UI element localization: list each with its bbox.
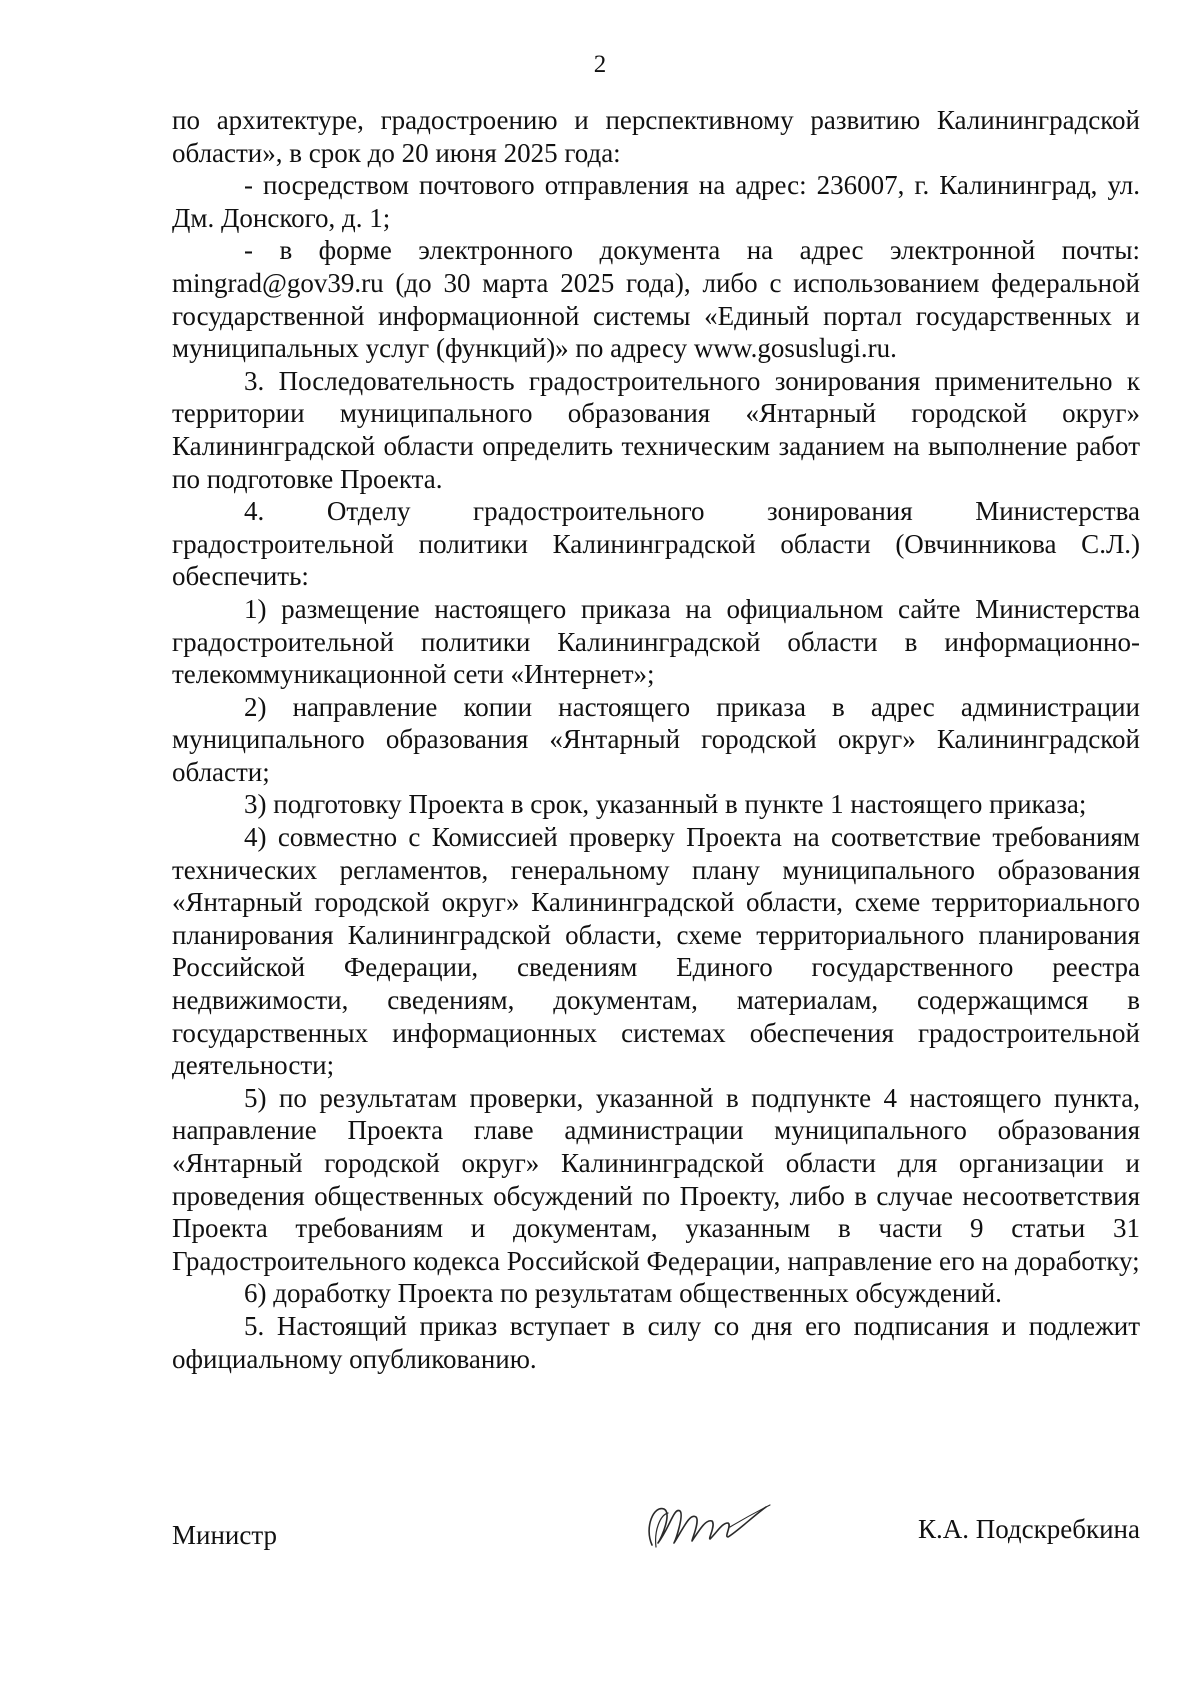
subitem-2: 2) направление копии настоящего приказа в адрес администрации муниципального образования «Янтарный городской округ» Калининградской области; <box>172 691 1140 787</box>
paragraph-continuation: по архитектуре, градостроению и перспективному развитию Калининградской области», в срок до 20 июня 2025 года: <box>172 105 1140 168</box>
signatory-name: К.А. Подскребкина <box>917 1514 1140 1544</box>
subitem-3: 3) подготовку Проекта в срок, указанный в пункте 1 настоящего приказа; <box>244 789 1087 820</box>
paragraph-electronic-option: - в форме электронного документа на адрес электронной почты: mingrad@gov39.ru (до 30 марта 2025 года), либо с использованием федеральной государственной информационной системы «Единый портал государственных и муниципальных услуг (функций)» по адресу www.gosuslugi.ru. <box>172 235 1140 364</box>
signature-block <box>172 1505 1140 1565</box>
paragraph-postal-option: - посредством почтового отправления на адрес: 236007, г. Калининград, ул. Дм. Донского, д. 1; <box>172 170 1140 233</box>
paragraph-item-4: 4. Отделу градостроительного зонирования Министерства градостроительной политики Калининградской области (Овчинникова С.Л.) обеспечить: <box>172 496 1140 592</box>
document-body <box>172 104 1140 1375</box>
paragraph-item-5: 5. Настоящий приказ вступает в силу со дня его подписания и подлежит официальному опубликованию. <box>172 1310 1140 1374</box>
signatory-title: Министр <box>172 1520 277 1550</box>
paragraph-item-3: 3. Последовательность градостроительного зонирования применительно к территории муниципального образования «Янтарный городской округ» Калининградской области определить техническим заданием на выполнение работ по подготовке Проекта. <box>172 365 1140 494</box>
page-number: 2 <box>593 51 607 78</box>
handwritten-signature <box>634 1487 774 1557</box>
subitem-1: 1) размещение настоящего приказа на официальном сайте Министерства градостроительной политики Калининградской области в информационно-телекоммуникационной сети «Интернет»; <box>172 593 1140 690</box>
subitem-6: 6) доработку Проекта по результатам общественных обсуждений. <box>244 1278 1002 1309</box>
subitem-5: 5) по результатам проверки, указанной в подпункте 4 настоящего пункта, направление Проекта главе администрации муниципального образования «Янтарный городской округ» Калининградской области для организации и проведения общественных обсуждений по Проекту, либо в случае несоответствия Проекта требованиям и документам, указанным в части 9 статьи 31 Градостроительного кодекса Российской Федерации, направление его на доработку; <box>172 1082 1140 1276</box>
subitem-4: 4) совместно с Комиссией проверку Проекта на соответствие требованиям технических регламентов, генеральному плану муниципального образования «Янтарный городской округ» Калининградской области, схеме территориального планирования Калининградской области, схеме территориального планирования Российской Федерации, сведениям Единого государственного реестра недвижимости, сведениям, документам, материалам, содержащимся в государственных информационных системах обеспечения градостроительной деятельности; <box>172 822 1140 1081</box>
